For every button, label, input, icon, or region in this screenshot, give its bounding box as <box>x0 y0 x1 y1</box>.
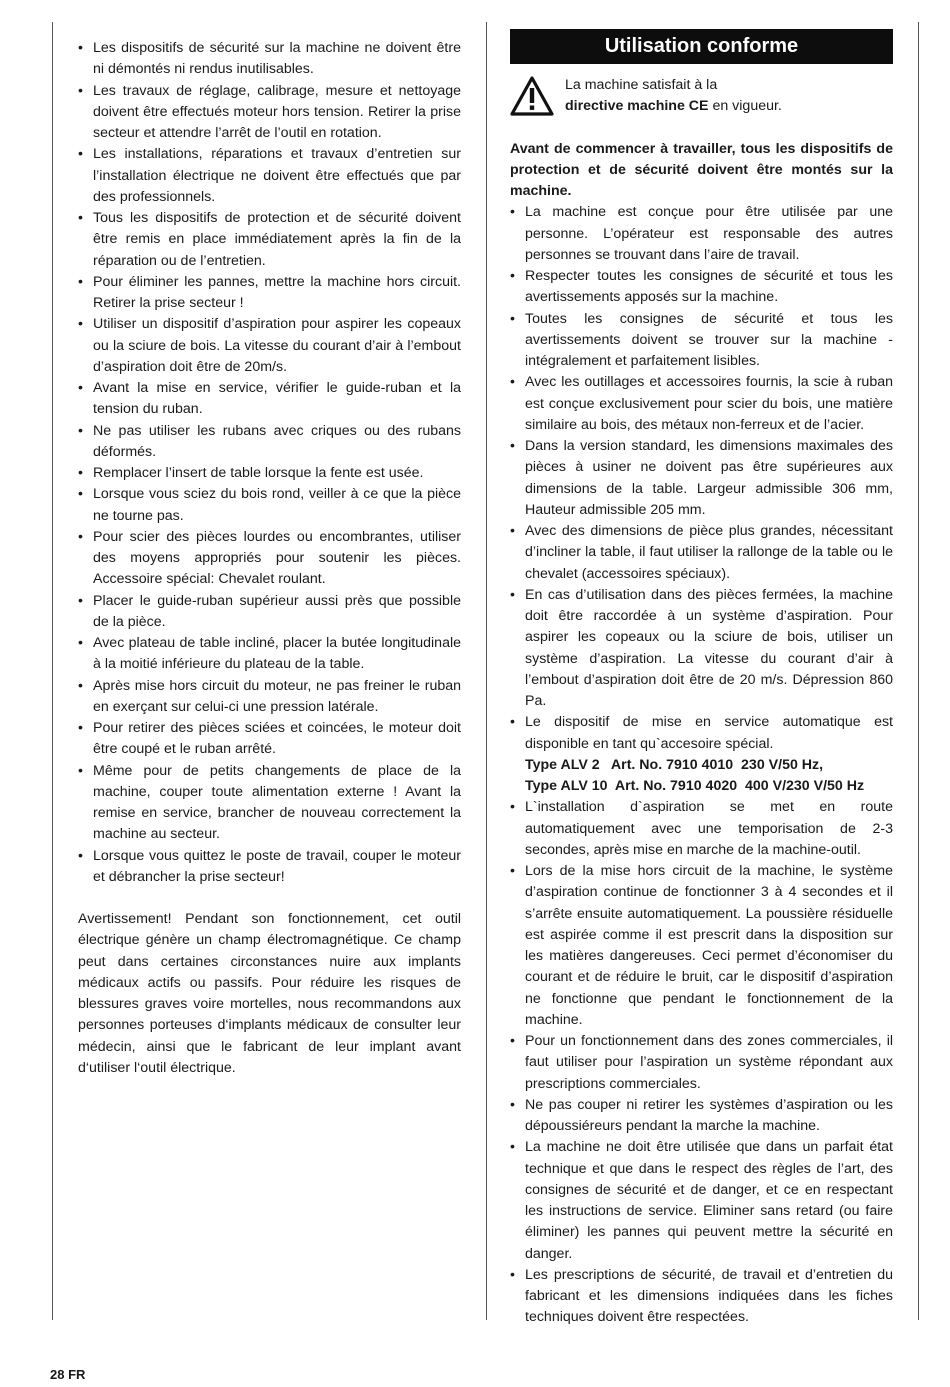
list-item: • En cas d’utilisation dans des pièces fermées, la machine doit être raccordée à un système d’aspiration. Pour aspirer les copeaux ou la sciure de bois, utiliser un système d’aspiration. La vitesse du courant d’air à l’embout d’aspiration doit être de 20 m/s. Dépression 860 Pa. <box>510 585 893 713</box>
usage-bullet-list <box>510 202 893 1328</box>
type-line: Type ALV 2 Art. No. 7910 4010 230 V/50 Hz, <box>525 756 824 773</box>
list-item: • Pour un fonctionnement dans des zones commerciales, il faut utiliser pour l’aspiration un système répondant aux prescriptions commerciales. <box>510 1031 893 1095</box>
page-number: 28 FR <box>50 1367 86 1382</box>
intro-bold-paragraph: Avant de commencer à travailler, tous les dispositifs de protection et de sécurité doivent être montés sur la machine. <box>510 140 893 199</box>
list-item: • Après mise hors circuit du moteur, ne pas freiner le ruban en exerçant sur celui-ci une pression latérale. <box>78 676 461 719</box>
list-item: • Les dispositifs de sécurité sur la machine ne doivent être ni démontés ni rendus inutilisables. <box>78 38 461 81</box>
list-item: • Tous les dispositifs de protection et de sécurité doivent être remis en place immédiatement après la fin de la réparation ou de l’entretien. <box>78 208 461 272</box>
list-item: • Ne pas utiliser les rubans avec criques ou des rubans déformés. <box>78 421 461 464</box>
list-item: • Les travaux de réglage, calibrage, mesure et nettoyage doivent être effectués moteur hors tension. Retirer la prise secteur et attendre l’arrêt de l’outil en rotation. <box>78 81 461 145</box>
list-item: • Respecter toutes les consignes de sécurité et tous les avertissements apposés sur la machine. <box>510 266 893 309</box>
ce-compliance-text <box>565 75 782 118</box>
list-item: • La machine est conçue pour être utilisée par une personne. L’opérateur est responsable des autres personnes se trouvant dans l’aire de travail. <box>510 202 893 266</box>
list-item: • Avec des dimensions de pièce plus grandes, nécessitant d’incliner la table, il faut utiliser la rallonge de la table ou le chevalet (accessoires spéciaux). <box>510 521 893 585</box>
center-column-rule <box>486 22 487 1320</box>
list-item: • Utiliser un dispositif d’aspiration pour aspirer les copeaux ou la sciure de bois. La vitesse du courant d’air à l’embout d’aspiration doit être de 20m/s. <box>78 314 461 378</box>
list-item: • Lors de la mise hors circuit de la machine, le système d’aspiration continue de fonctionner 3 à 4 secondes et il s’arrête ensuite automatiquement. La poussière résiduelle est aspirée comme il est prescrit dans la disposition sur les matières dangereuses. Ceci permet d’économiser du courant et de réduire le bruit, car le dispositif d’aspiration ne fonctionne que pendant le fonctionnement de la machine. <box>510 861 893 1031</box>
ce-compliance-notice <box>510 75 893 118</box>
list-item: • Lorsque vous quittez le poste de travail, couper le moteur et débrancher la prise secteur! <box>78 846 461 889</box>
list-item: • Avec plateau de table incliné, placer la butée longitudinale à la moitié inférieure du plateau de la table. <box>78 633 461 676</box>
list-item: • Les installations, réparations et travaux d’entretien sur l’installation électrique ne doivent être effectués que par des professionnels. <box>78 144 461 208</box>
list-item: • Ne pas couper ni retirer les systèmes d’aspiration ou les dépoussiéreurs pendant la marche la machine. <box>510 1095 893 1138</box>
right-margin-rule <box>918 22 919 1320</box>
list-item: • Lorsque vous sciez du bois rond, veiller à ce que la pièce ne tourne pas. <box>78 484 461 527</box>
list-item: • Placer le guide-ruban supérieur aussi près que possible de la pièce. <box>78 591 461 634</box>
ce-line-1: La machine satisfait à la <box>565 77 718 93</box>
list-item: • Pour scier des pièces lourdes ou encombrantes, utiliser des moyens appropriés pour soutenir les pièces. Accessoire spécial: Chevalet roulant. <box>78 527 461 591</box>
list-item: • Pour retirer des pièces sciées et coincées, le moteur doit être coupé et le ruban arrêté. <box>78 718 461 761</box>
list-item: • Remplacer l’insert de table lorsque la fente est usée. <box>78 463 461 484</box>
accessory-text: • Le dispositif de mise en service automatique est disponible en tant qu`accesoire spécial. <box>525 714 893 752</box>
list-item: • Les prescriptions de sécurité, de travail et d’entretien du fabricant et les dimensions indiquées dans les fiches techniques doivent être respectées. <box>510 1265 893 1329</box>
type-line: Type ALV 10 Art. No. 7910 4020 400 V/230 V/50 Hz <box>525 778 865 794</box>
right-column <box>510 29 893 1329</box>
ce-directive-bold: directive machine CE <box>565 98 709 115</box>
list-item: • Dans la version standard, les dimensions maximales des pièces à usiner ne doivent pas être supérieures aux dimensions de la table. Largeur admissible 306 mm, Hauteur admissible 205 mm. <box>510 436 893 521</box>
safety-bullet-list <box>78 38 461 888</box>
list-item: • Pour éliminer les pannes, mettre la machine hors circuit. Retirer la prise secteur ! <box>78 272 461 315</box>
list-item: • Avant la mise en service, vérifier le guide-ruban et la tension du ruban. <box>78 378 461 421</box>
list-item: • Avec les outillages et accessoires fournis, la scie à ruban est conçue exclusivement pour scier du bois, une matière similaire au bois, des métaux non-ferreux et de l’acier. <box>510 372 893 436</box>
electromagnetic-warning-paragraph: Avertissement! Pendant son fonctionnement, cet outil électrique génère un champ électromagnétique. Ce champ peut dans certaines circonstances nuire aux implants médicaux actifs ou passifs. Pour réduire les risques de blessures graves voire mortelles, nous recommandons aux personnes porteuses d‘implants médicaux de consulter leur médecin, ainsi que le fabricant de leur implant avant d‘utiliser l‘outil électrique. <box>78 911 461 1076</box>
list-item: • L`installation d`aspiration se met en route automatiquement avec une temporisation de 2-3 secondes, après mise en marche de la machine-outil. <box>510 797 893 861</box>
left-margin-rule <box>52 22 53 1320</box>
left-column <box>78 38 461 1079</box>
list-item: • La machine ne doit être utilisée que dans un parfait état technique et que dans le respect des règles de l’art, des consignes de sécurité et de danger, et ce en respectant les instructions de service. Eliminer sans retard (ou faire éliminer) les pannes qui peuvent mettre la sécurité en danger. <box>510 1137 893 1265</box>
warning-triangle-icon <box>510 76 554 116</box>
list-item <box>510 712 893 797</box>
section-heading: Utilisation conforme <box>510 29 893 64</box>
ce-line-2 <box>565 96 782 117</box>
list-item: • Même pour de petits changements de place de la machine, couper toute alimentation externe ! Avant la remise en service, brancher de nouveau correctement la machine au secteur. <box>78 761 461 846</box>
ce-directive-rest: en vigueur. <box>708 98 782 115</box>
list-item: • Toutes les consignes de sécurité et tous les avertissements doivent se trouver sur la machine - intégralement et parfaitement lisibles. <box>510 309 893 373</box>
